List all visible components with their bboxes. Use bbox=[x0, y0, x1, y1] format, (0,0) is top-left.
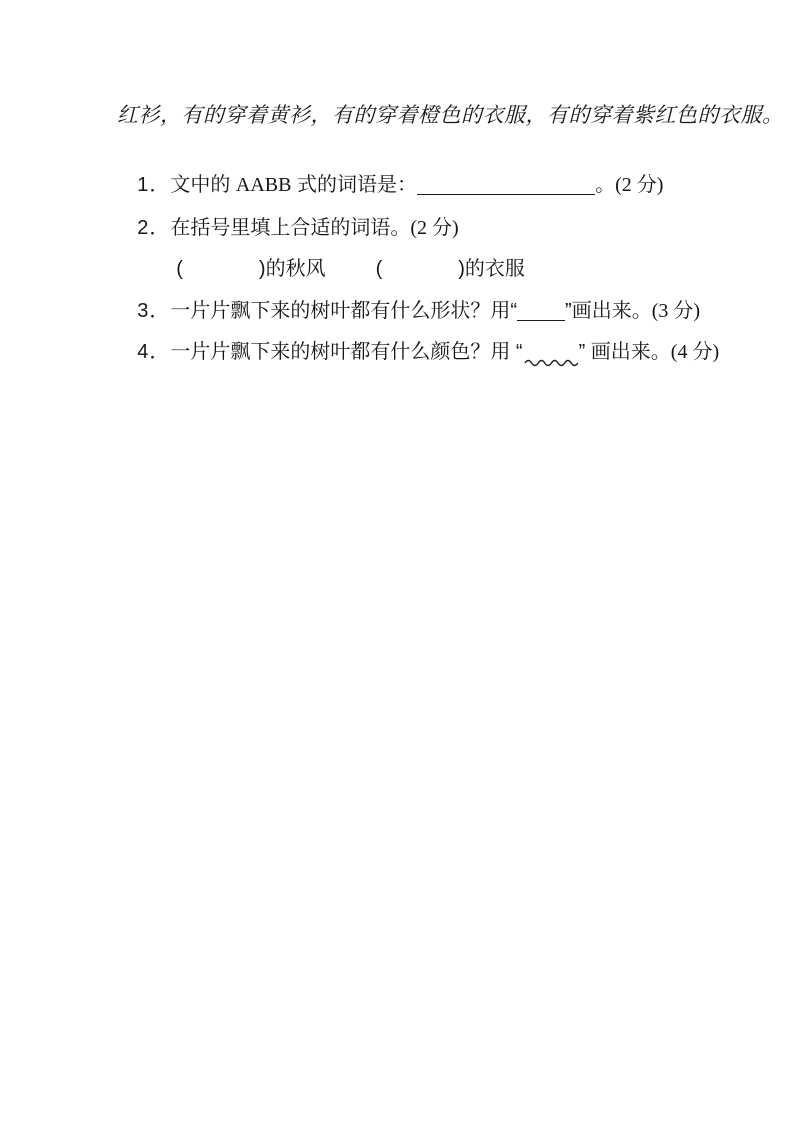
question-2-score-label: (2 分) bbox=[410, 217, 459, 239]
question-2-number: 2． bbox=[137, 217, 171, 239]
question-3-text-post: ”画出来。 bbox=[565, 300, 652, 322]
passage-continuation-line: 红衫，有的穿着黄衫，有的穿着橙色的衣服，有的穿着紫红色的衣服。 bbox=[117, 103, 784, 127]
question-4 bbox=[115, 312, 719, 402]
question-1-latin-text: AABB bbox=[235, 174, 292, 196]
question-1-period: 。 bbox=[595, 174, 616, 196]
question-4-number: 4． bbox=[137, 341, 171, 363]
question-1-text-post: 式的词语是： bbox=[291, 174, 418, 196]
question-1-number: 1． bbox=[137, 174, 171, 196]
open-paren-1: ( bbox=[176, 258, 183, 280]
wavy-line-icon bbox=[523, 355, 579, 367]
question-2-text: 在括号里填上合适的词语。 bbox=[170, 217, 411, 239]
question-4-score-label: (4 分) bbox=[670, 341, 720, 363]
question-3-text-pre: 一片片飘下来的树叶都有什么形状？用“ bbox=[170, 300, 518, 322]
question-3-score-label: (3 分) bbox=[651, 300, 701, 322]
question-1-score-label: (2 分) bbox=[615, 174, 664, 196]
question-4-text-post: ” 画出来。 bbox=[578, 341, 671, 363]
fill-label-2: )的衣服 bbox=[458, 258, 525, 280]
open-paren-2: ( bbox=[375, 258, 383, 280]
fill-label-1: )的秋风 bbox=[258, 258, 326, 280]
question-1-text-pre: 文中的 bbox=[170, 174, 236, 196]
wavy-underline-blank bbox=[523, 348, 579, 375]
question-4-text-pre: 一片片飘下来的树叶都有什么颜色？用 “ bbox=[170, 341, 523, 363]
question-3-number: 3． bbox=[137, 300, 171, 322]
